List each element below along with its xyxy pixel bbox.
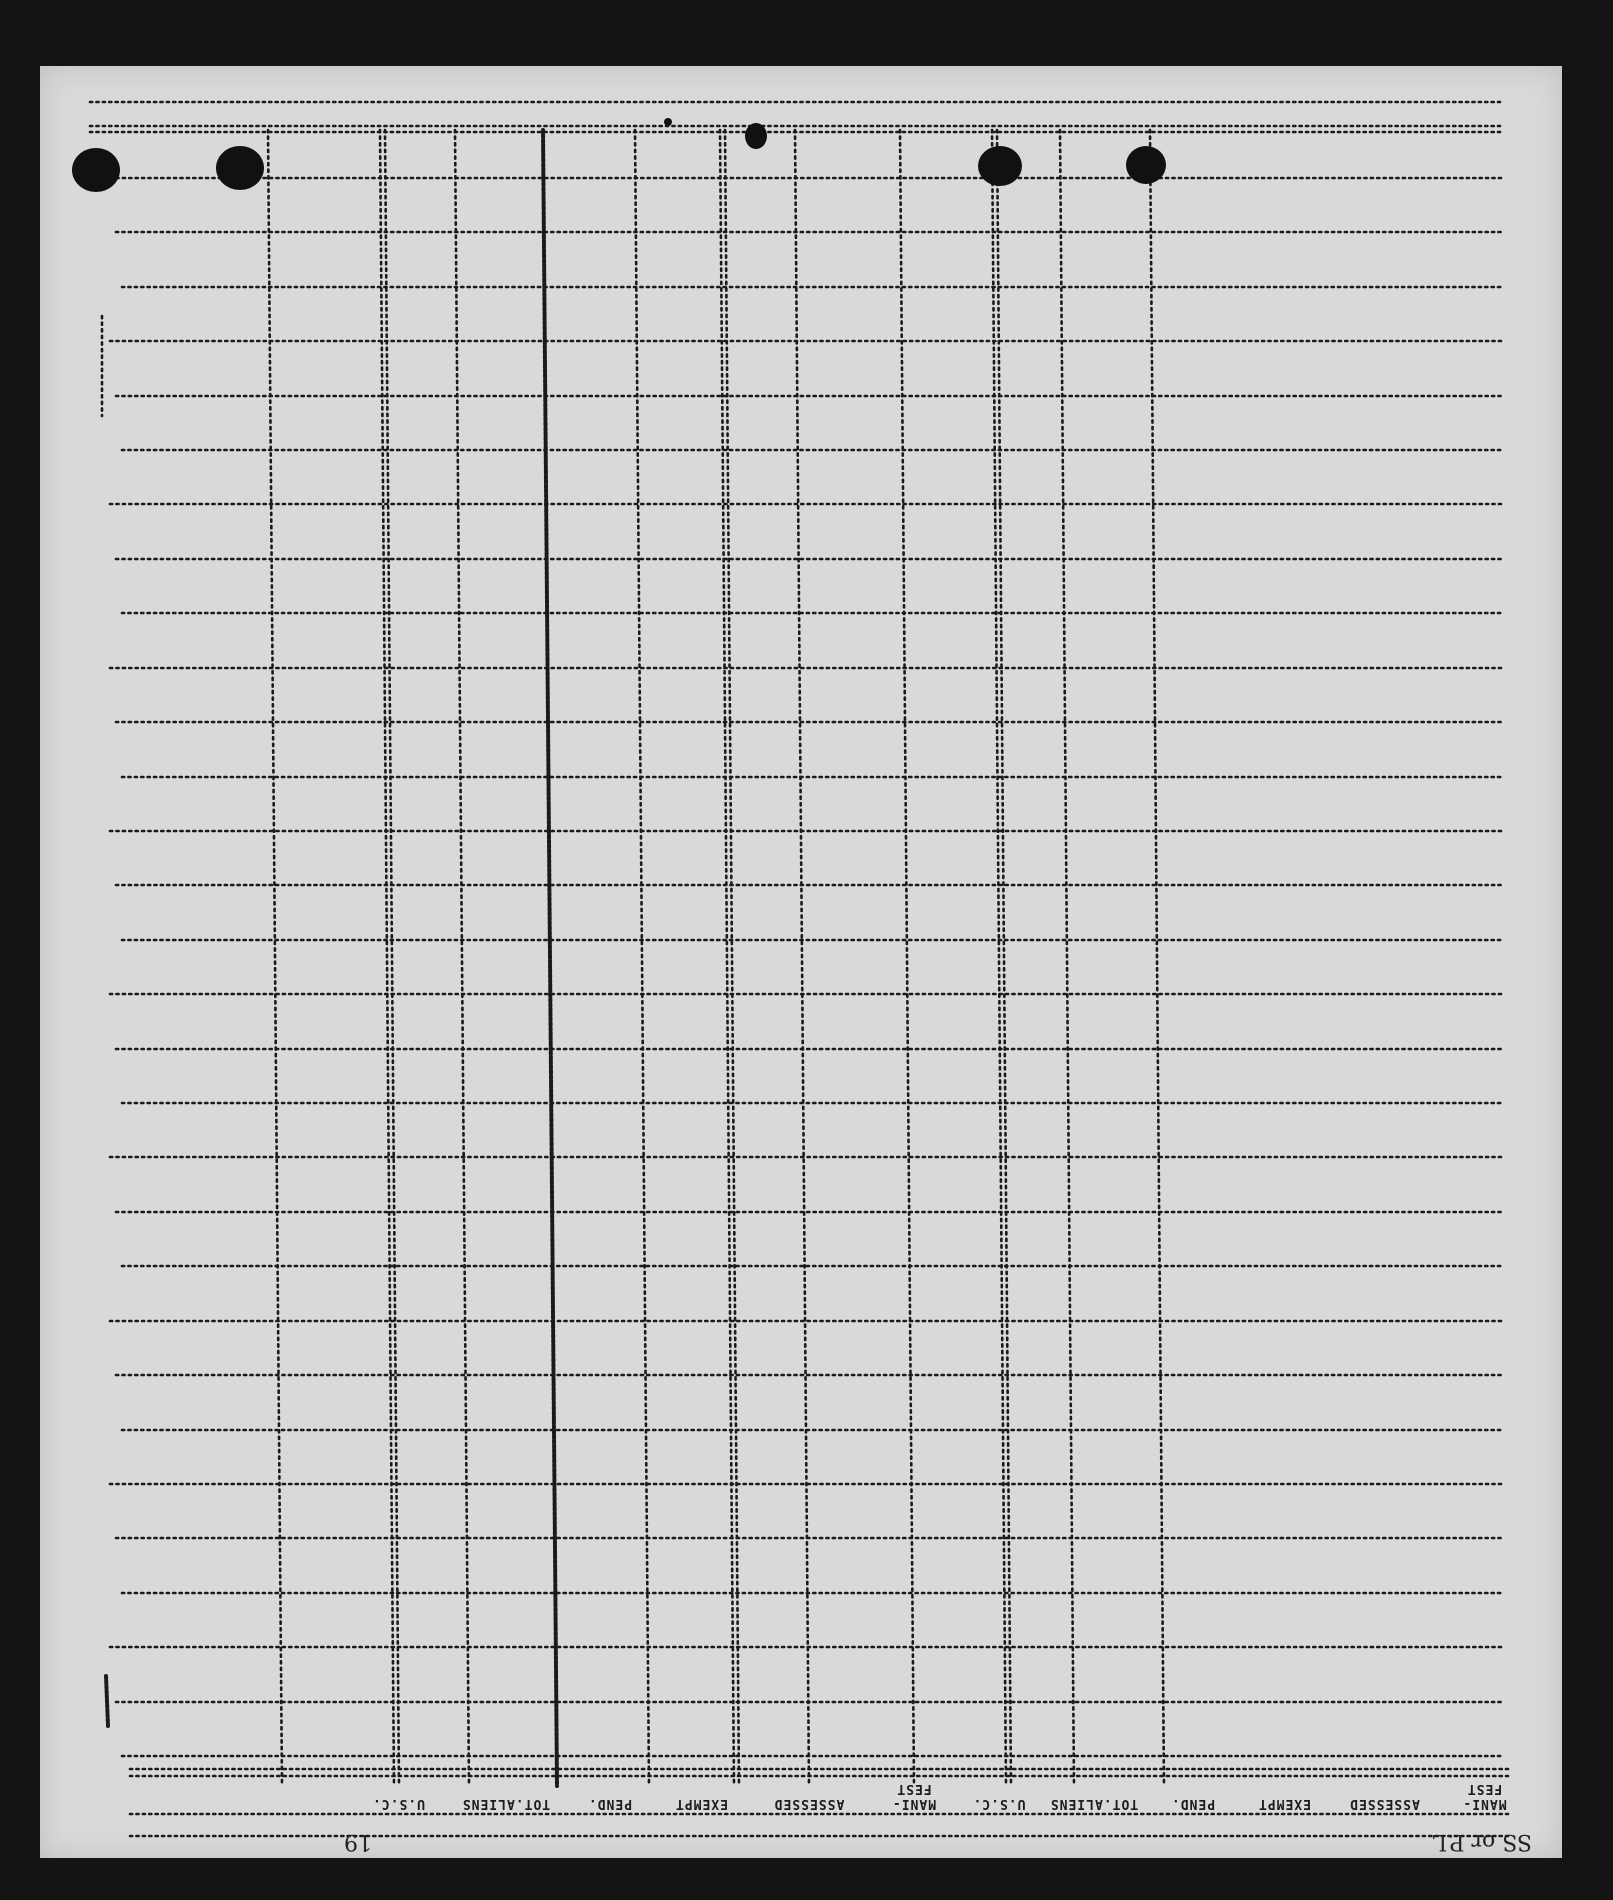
- ship-name-label: SS or P.L: [1432, 1829, 1532, 1854]
- margin-mark: [106, 1676, 108, 1726]
- column-header: ASSESSED: [1349, 1796, 1420, 1811]
- form-sheet: [40, 66, 1562, 1858]
- column-header: MANI- FEST: [1462, 1781, 1507, 1811]
- column-header-row: [40, 1769, 1562, 1811]
- ink-spot: [664, 118, 672, 126]
- column-header: PEND.: [1170, 1796, 1216, 1811]
- column-header: MANI- FEST: [891, 1781, 937, 1811]
- punch-hole: [978, 146, 1022, 186]
- column-header: U.S.C.: [372, 1796, 425, 1811]
- punch-hole: [72, 148, 120, 192]
- column-header: PEND.: [587, 1796, 633, 1811]
- column-header: EXEMPT: [1258, 1796, 1311, 1811]
- column-header: TOT.ALIENS: [1049, 1796, 1139, 1811]
- column-header: ASSESSED: [773, 1796, 845, 1811]
- form-footer: [40, 1818, 1562, 1858]
- column-header: TOT.ALIENS: [461, 1796, 551, 1811]
- ink-spot: [745, 123, 767, 149]
- punch-hole: [216, 146, 264, 190]
- column-header: U.S.C.: [972, 1796, 1026, 1811]
- punch-hole: [1126, 146, 1166, 184]
- page-number: 19: [344, 1829, 372, 1854]
- column-header: EXEMPT: [675, 1796, 728, 1811]
- dotted-grid: [40, 66, 1562, 1858]
